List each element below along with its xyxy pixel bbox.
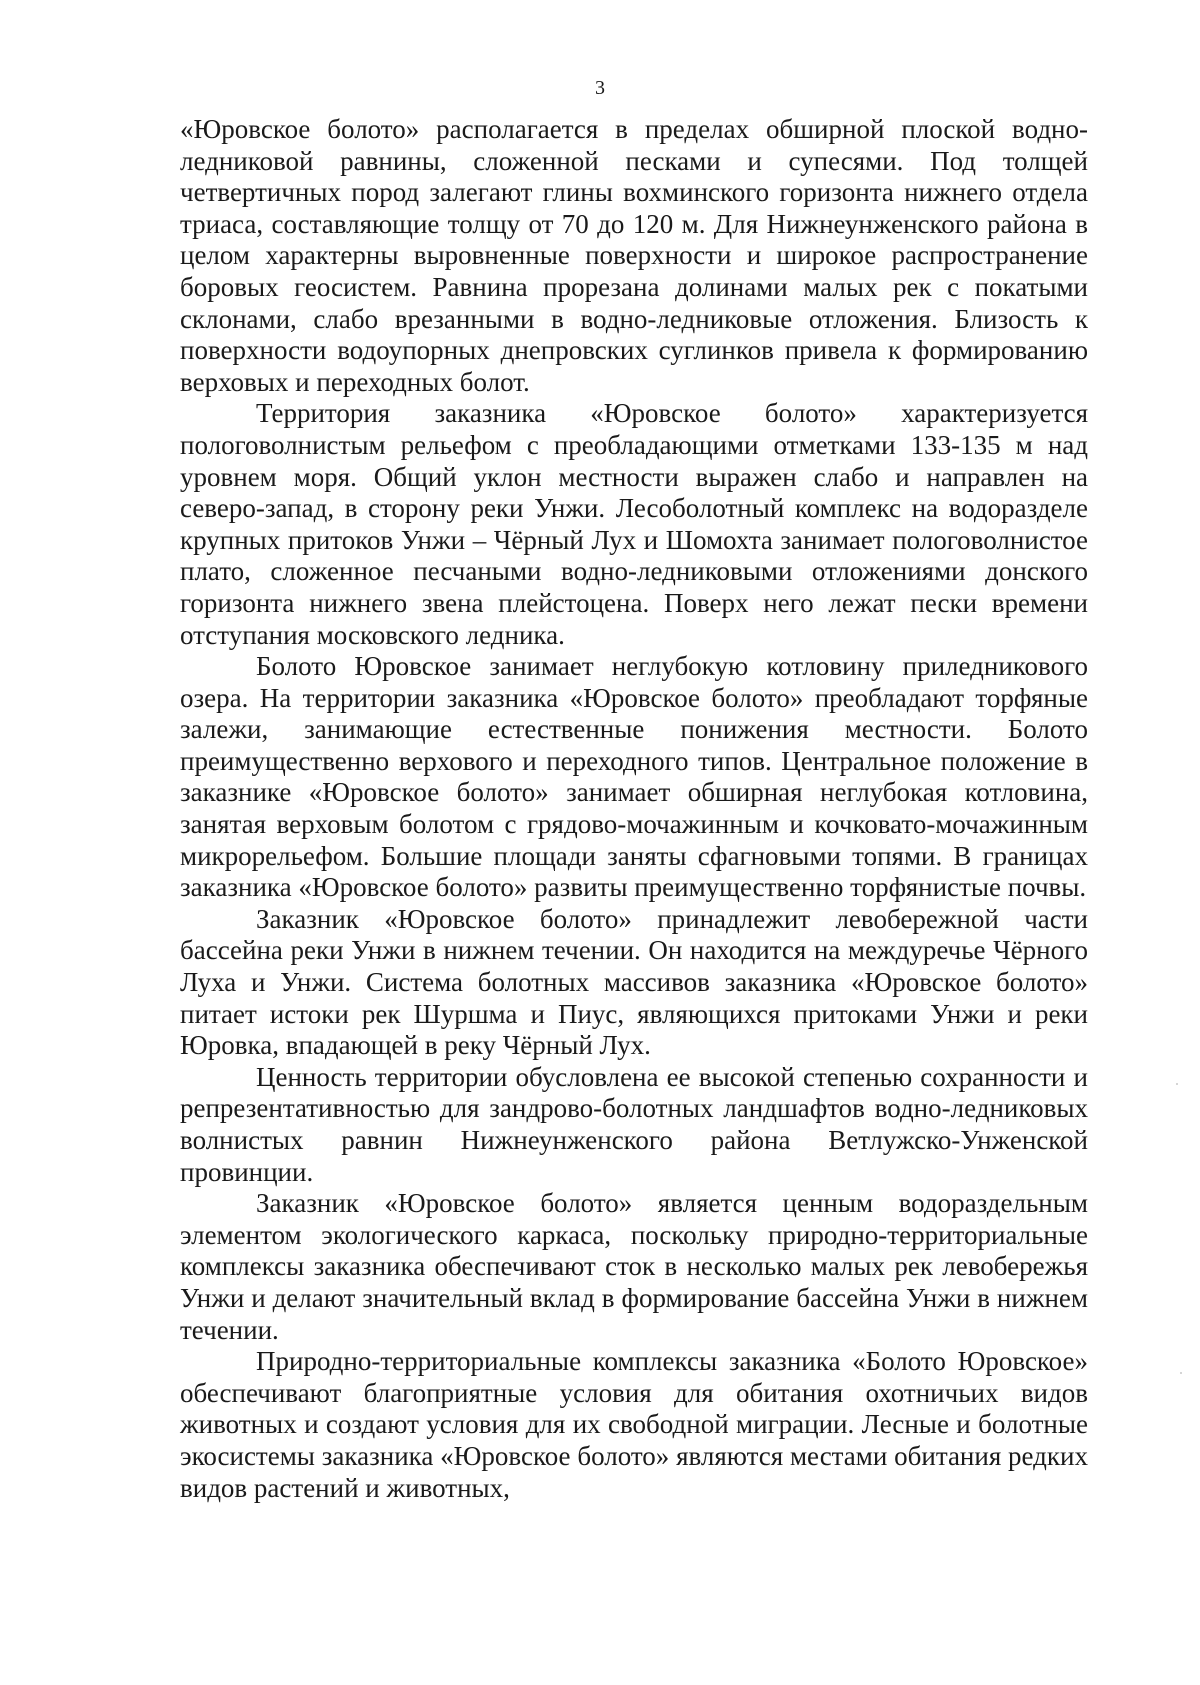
paragraph: Болото Юровское занимает неглубокую котловину приледникового озера. На территории заказника «Юровское болото» преобладают торфяные залежи, занимающие естественные понижения местности. Болото преимущественно верхового и переходного типов. Центральное положение в заказнике «Юровское болото» занимает обширная неглубокая котловина, занятая верховым болотом с грядово-мочажинным и кочковато-мочажинным микрорельефом. Большие площади заняты сфагновыми топями. В границах заказника «Юровское болото» развиты преимущественно торфянистые почвы. [180, 651, 1088, 903]
scan-speck [1176, 1083, 1178, 1085]
paragraph: Заказник «Юровское болото» является ценным водораздельным элементом экологического каркаса, поскольку природно-территориальные комплексы заказника обеспечивают сток в несколько малых рек левобережья Унжи и делают значительный вклад в формирование бассейна Унжи в нижнем течении. [180, 1188, 1088, 1345]
document-body [180, 114, 1088, 1504]
paragraph: «Юровское болото» располагается в пределах обширной плоской водно-ледниковой равнины, сложенной песками и супесями. Под толщей четвертичных пород залегают глины вохминского горизонта нижнего отдела триаса, составляющие толщу от 70 до 120 м. Для Нижнеунженского района в целом характерны выровненные поверхности и широкое распространение боровых геосистем. Равнина прорезана долинами малых рек с покатыми склонами, слабо врезанными в водно-ледниковые отложения. Близость к поверхности водоупорных днепровских суглинков привела к формированию верховых и переходных болот. [180, 114, 1088, 397]
paragraph: Ценность территории обусловлена ее высокой степенью сохранности и репрезентативностью для зандрово-болотных ландшафтов водно-ледниковых волнистых равнин Нижнеунженского района Ветлужско-Унженской провинции. [180, 1061, 1088, 1187]
scan-speck [1180, 1372, 1182, 1374]
page-number: 3 [595, 77, 605, 99]
paragraph: Природно-территориальные комплексы заказника «Болото Юровское» обеспечивают благоприятные условия для обитания охотничьих видов животных и создают условия для их свободной миграции. Лесные и болотные экосистемы заказника «Юровское болото» являются местами обитания редких видов растений и животных, [180, 1346, 1088, 1503]
paragraph: Заказник «Юровское болото» принадлежит левобережной части бассейна реки Унжи в нижнем течении. Он находится на междуречье Чёрного Луха и Унжи. Система болотных массивов заказника «Юровское болото» питает истоки рек Шуршма и Пиус, являющихся притоками Унжи и реки Юровка, впадающей в реку Чёрный Лух. [180, 903, 1088, 1061]
paragraph: Территория заказника «Юровское болото» характеризуется пологоволнистым рельефом с преобладающими отметками 133-135 м над уровнем моря. Общий уклон местности выражен слабо и направлен на северо-запад, в сторону реки Унжи. Лесоболотный комплекс на водоразделе крупных притоков Унжи – Чёрный Лух и Шомохта занимает пологоволнистое плато, сложенное песчаными водно-ледниковыми отложениями донского горизонта нижнего звена плейстоцена. Поверх него лежат пески времени отступания московского ледника. [180, 398, 1088, 650]
